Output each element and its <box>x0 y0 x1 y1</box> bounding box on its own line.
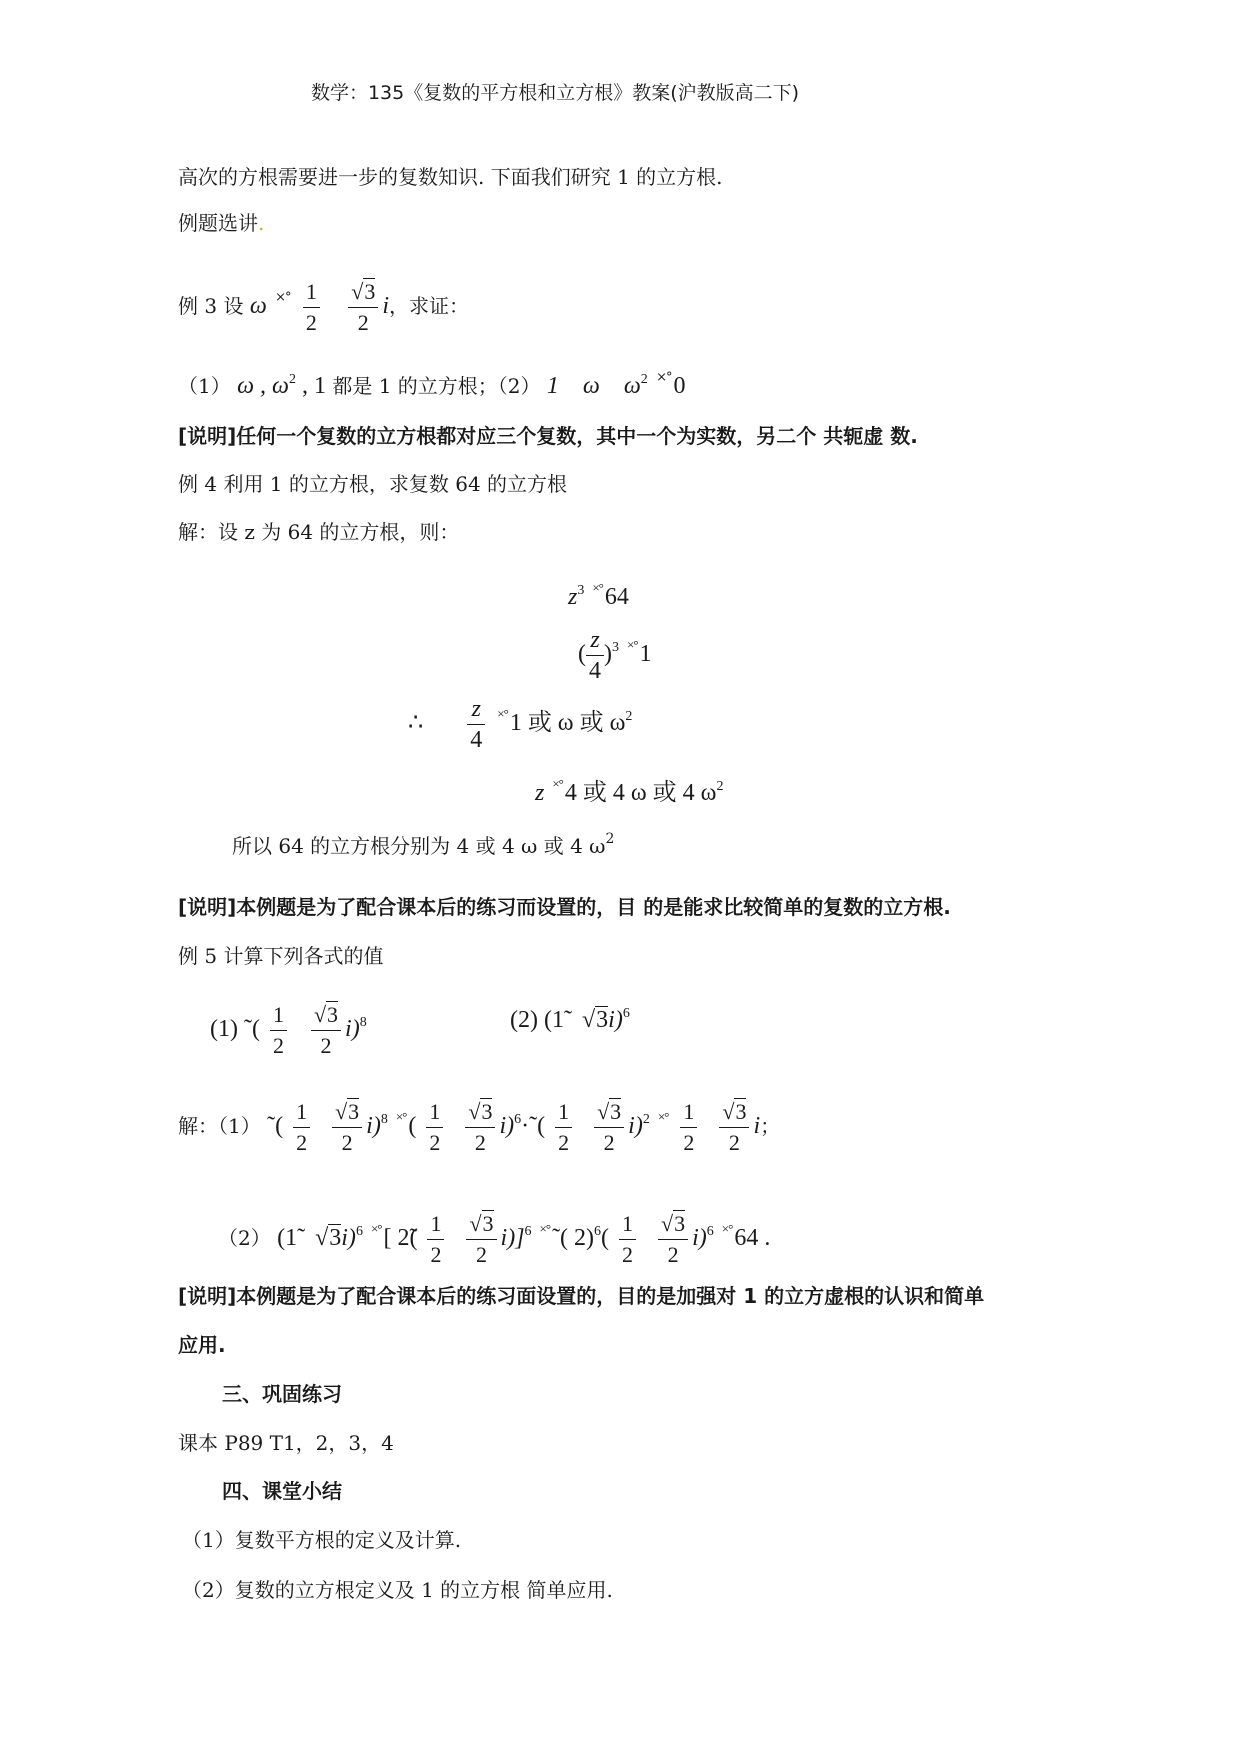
section-examples-heading: 例题选讲. <box>178 211 265 235</box>
page-header-title: 数学：135《复数的平方根和立方根》教案(沪教版高二下) <box>310 82 800 104</box>
note-3-line-1: [说明]本例题是为了配合课本后的练习面设置的，目的是加强对 1 的立方虚根的认识和简单 <box>178 1284 985 1308</box>
example-5-part-1: (1) ˜( $\frac{1}{2}$ $\frac{√3}{2}$ i)$^8$ <box>210 1002 367 1058</box>
example-5-part-2: (2) (1̃ √3i)$^6$ <box>510 1006 630 1033</box>
note-1: [说明]任何一个复数的立方根都对应三个复数，其中一个为实数，另二个 共轭虚 数. <box>178 424 918 448</box>
note-3-line-2: 应用. <box>178 1333 226 1357</box>
example-4-solve: 解：设 z 为 64 的立方根，则： <box>178 520 460 544</box>
section-3-title: 三、巩固练习 <box>222 1382 342 1406</box>
example-5-solution-1: 解：（1） ˜( $\frac{1}{2}$ $\frac{√3}{2}$ i)$^8$ ×°( $\frac{1}{2}$ $\frac{√3}{2}$ i)$^6$·˜( $\frac{1}{2}$ $\frac{√3}{2}$ i)$^2$ ×° $\frac{1}{2}$ $\frac{√3}{2}$ i； <box>178 1099 781 1155</box>
summary-item-2: （2）复数的立方根定义及 1 的立方根 简单应用. <box>182 1578 613 1602</box>
example-3-parts: （1） ω , $\omega^2$ , 1 都是 1 的立方根；（2） 1 ω $\omega^2 \times^\circ 0$ <box>178 370 686 399</box>
intro-line: 高次的方根需要进一步的复数知识. 下面我们研究 1 的立方根. <box>178 165 723 189</box>
eq-z-cubed: $z^3 \times^\circ 64$ <box>568 580 629 610</box>
eq-therefore: ∴ $\frac{z}{4}$ ×°1 或 ω 或 $\omega^2$ <box>408 696 633 753</box>
section-3-text: 课本 P89 T1，2，3，4 <box>178 1431 394 1455</box>
example-5-solution-2: （2） (1̃ √3i)$^6$ ×°[ 2̃( $\frac{1}{2}$ $\frac{√3}{2}$ i)]$^6$ ×°˜( 2)$^6$( $\frac{1}{2}$ $\frac{√3}{2}$ i)$^6$ ×°64 . <box>218 1211 771 1267</box>
example-5-title: 例 5 计算下列各式的值 <box>178 944 384 968</box>
eq-z-over-4-cubed: ( $\frac{z}{4}$ )$^3$ ×°1 <box>578 627 652 684</box>
note-2: [说明]本例题是为了配合课本后的练习而设置的，目 的是能求比较简单的复数的立方根. <box>178 895 951 919</box>
section-4-title: 四、课堂小结 <box>222 1479 342 1503</box>
summary-item-1: （1）复数平方根的定义及计算. <box>182 1528 462 1552</box>
example-4-title: 例 4 利用 1 的立方根，求复数 64 的立方根 <box>178 472 568 496</box>
example-4-conclusion: 所以 64 的立方根分别为 4 或 4 ω 或 4 $\omega^2$ <box>232 831 615 858</box>
eq-z-values: z ×°4 或 4 ω 或 4 $\omega^2$ <box>535 776 724 806</box>
example-3-statement: 例 3 设 ω ×° $\frac{1}{2}$ $\frac{√3}{2}$ i，求证： <box>178 279 469 335</box>
